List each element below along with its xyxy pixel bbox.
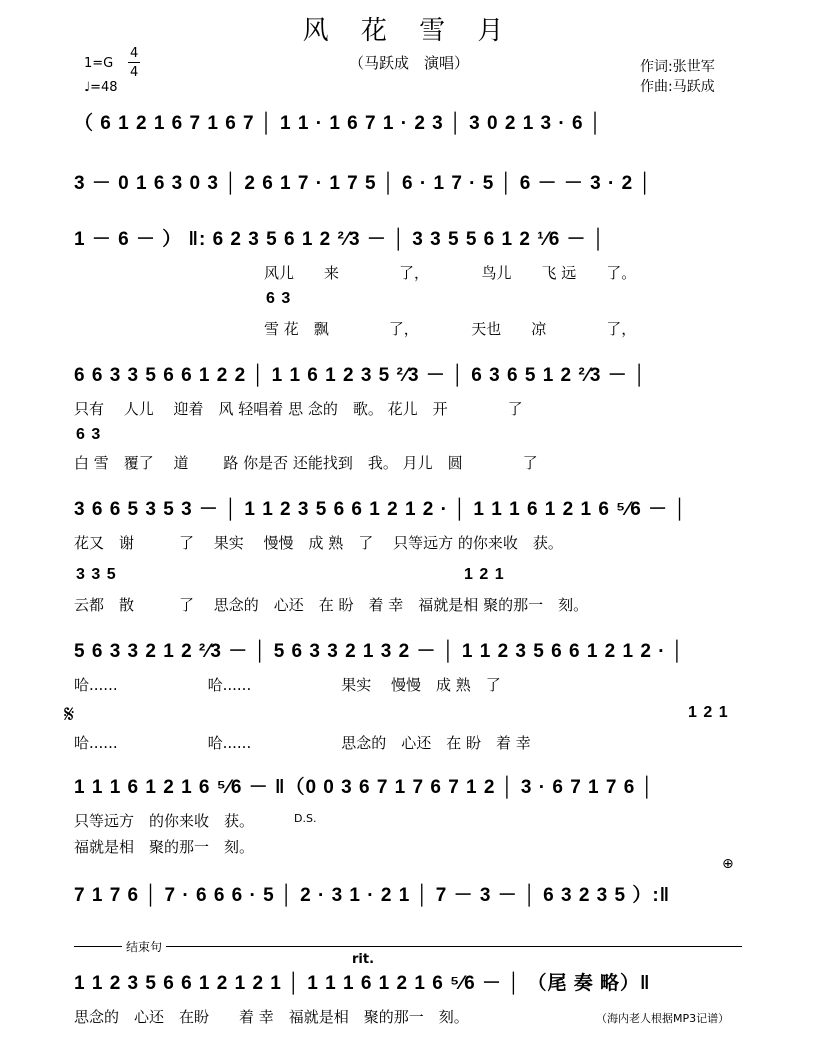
lyric-line-4b: 白 雪 覆了 道 路 你是否 还能找到 我。 月儿 圆 了 <box>74 454 538 472</box>
time-signature-bottom: 4 <box>130 65 139 80</box>
coda-sign: ⊕ <box>722 856 734 872</box>
score-line-8: 7 1 7 6 │ 7 · 6 6 6 · 5 │ 2 · 3 1 · 2 1 │ 7 － 3 － │ 6 3 2 3 5 ）:‖ <box>74 885 671 906</box>
composer-credit: 作曲:马跃成 <box>640 79 715 95</box>
time-signature-top: 4 <box>130 46 139 61</box>
lyric-line-3a: 风儿 来 了， 鸟儿 飞 远 了。 <box>264 264 637 282</box>
lyric-line-7b: 福就是相 聚的那一 刻。 <box>74 838 255 856</box>
song-title: 风 花 雪 月 <box>302 16 516 46</box>
lyric-line-5a: 花又 谢 了 果实 慢慢 成 熟 了 只等远方 的你来收 获。 <box>74 534 563 552</box>
lyric-line-4a: 只有 人儿 迎着 风 轻唱着 思 念的 歌。 花儿 开 了 <box>74 400 523 418</box>
score-line-3: 1 － 6 － ） ‖: 6 2 3 5 6 1 2 ²⁄3 － │ 3 3 5 5 6 1 2 ¹⁄6 － │ <box>74 229 606 250</box>
alt-notes-line-5b: 1 2 1 <box>464 566 505 583</box>
lyric-line-6a: 哈...... 哈...... 果实 慢慢 成 熟 了 <box>74 676 501 694</box>
lyric-line-9: 思念的 心还 在盼 着 幸 福就是相 聚的那一 刻。 <box>74 1008 469 1026</box>
score-line-1: （ 6 1 2 1 6 7 1 6 7 │ 1 1 · 1 6 7 1 · 2 3 │ 3 0 2 1 3 · 6 │ <box>74 113 603 134</box>
tempo-mark: ♩=48 <box>84 80 118 95</box>
coda-label: 结束句 <box>122 938 166 955</box>
key-signature: 1=G <box>84 56 114 71</box>
alt-notes-line-3: 6 3 <box>266 290 292 307</box>
score-line-6: 5 6 3 3 2 1 2 ²⁄3 － │ 5 6 3 3 2 1 3 2 － │ 1 1 2 3 5 6 6 1 2 1 2 · │ <box>74 641 685 662</box>
alt-notes-line-6: 1 2 1 <box>688 704 729 721</box>
segno-sign: 𝄋 <box>64 700 75 728</box>
score-line-7: 1 1 1 6 1 2 1 6 ⁵⁄6 － ‖（0 0 3 6 7 1 7 6 7 1 2 │ 3 · 6 7 1 7 6 │ <box>74 777 655 798</box>
lyric-line-7a: 只等远方 的你来收 获。 <box>74 812 255 830</box>
alt-notes-line-4: 6 3 <box>76 426 102 443</box>
lyric-line-5b: 云都 散 了 思念的 心还 在 盼 着 幸 福就是相 聚的那一 刻。 <box>74 596 589 614</box>
score-line-5: 3 6 6 5 3 5 3 － │ 1 1 2 3 5 6 6 1 2 1 2 · │ 1 1 1 6 1 2 1 6 ⁵⁄6 － │ <box>74 499 688 520</box>
alt-notes-line-5a: 3 3 5 <box>76 566 117 583</box>
coda-divider <box>74 946 742 947</box>
lyricist-credit: 作词:张世军 <box>640 59 715 75</box>
dal-segno-mark: D.S. <box>294 812 317 825</box>
score-line-2: 3 － 0 1 6 3 0 3 │ 2 6 1 7 · 1 7 5 │ 6 · 1 7 · 5 │ 6 － － 3 · 2 │ <box>74 173 653 194</box>
transcriber-note: （海内老人根据MP3记谱） <box>596 1012 730 1025</box>
lyric-line-3b: 雪 花 飘 了， 天也 凉 了， <box>264 320 637 338</box>
performer-subtitle: （马跃成 演唱） <box>348 54 469 72</box>
ritardando-mark: rit. <box>352 952 375 967</box>
score-line-9: 1 1 2 3 5 6 6 1 2 1 2 1 │ 1 1 1 6 1 2 1 6 ⁵⁄6 － │ （尾 奏 略）‖ <box>74 973 651 994</box>
lyric-line-6b: 哈...... 哈...... 思念的 心还 在 盼 着 幸 <box>74 734 531 752</box>
time-signature-divider <box>128 62 140 63</box>
score-line-4: 6 6 3 3 5 6 6 1 2 2 │ 1 1 6 1 2 3 5 ²⁄3 － │ 6 3 6 5 1 2 ²⁄3 － │ <box>74 365 647 386</box>
